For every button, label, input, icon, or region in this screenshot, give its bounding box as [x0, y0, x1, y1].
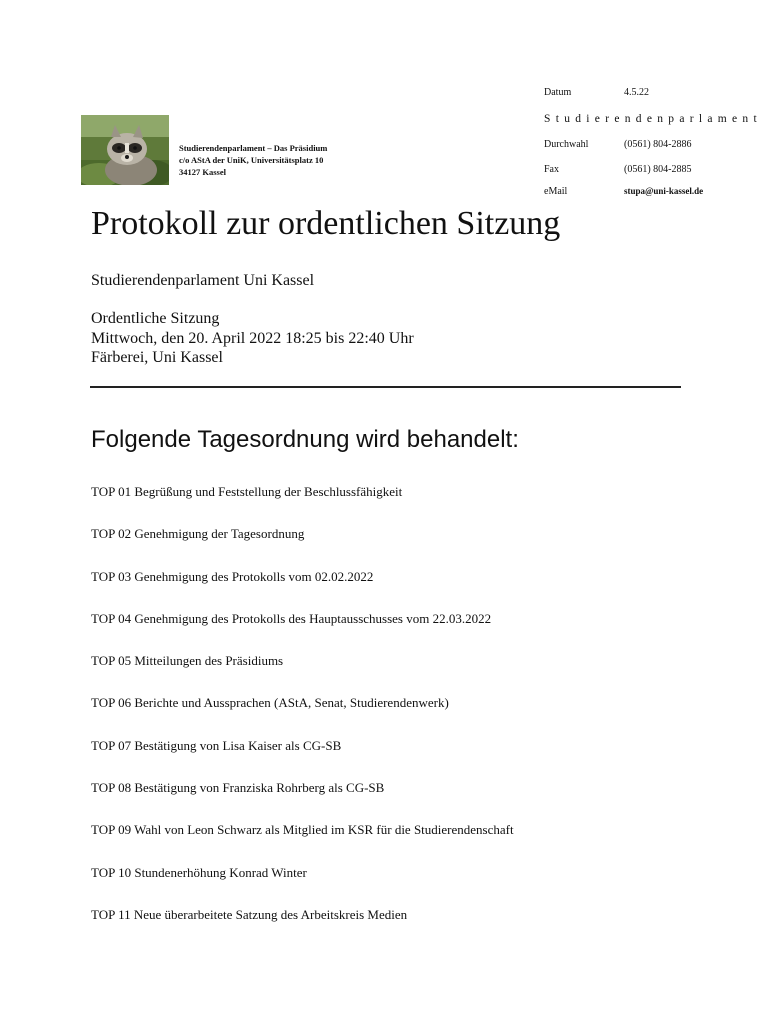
agenda-item: TOP 10 Stundenerhöhung Konrad Winter: [91, 864, 307, 880]
agenda-item: TOP 06 Berichte und Aussprachen (AStA, Senat, Studierendenwerk): [91, 695, 449, 711]
address-line: Studierendenparlament – Das Präsidium: [179, 143, 328, 153]
email-label: eMail: [544, 186, 568, 197]
document-title: Protokoll zur ordentlichen Sitzung: [91, 205, 561, 242]
agenda-item: TOP 03 Genehmigung des Protokolls vom 02.02.2022: [91, 568, 374, 584]
durchwahl-label: Durchwahl: [544, 139, 589, 150]
datum-value: 4.5.22: [624, 87, 649, 98]
address-line: 34127 Kassel: [179, 167, 226, 177]
agenda-item: TOP 02 Genehmigung der Tagesordnung: [91, 526, 305, 542]
email-value: stupa@uni-kassel.de: [624, 186, 704, 196]
meeting-location: Färberei, Uni Kassel: [91, 349, 223, 366]
agenda-item: TOP 04 Genehmigung des Protokolls des Hauptausschusses vom 22.03.2022: [91, 610, 492, 626]
durchwahl-value: (0561) 804-2886: [624, 139, 692, 150]
meeting-type: Ordentliche Sitzung: [91, 310, 220, 327]
address-line: c/o AStA der UniK, Universitätsplatz 10: [179, 155, 324, 165]
agenda-item: TOP 01 Begrüßung und Feststellung der Beschlussfähigkeit: [91, 484, 403, 499]
raccoon-logo: [81, 115, 169, 185]
agenda-item: TOP 07 Bestätigung von Lisa Kaiser als CG-SB: [91, 737, 342, 753]
sender-address: [179, 142, 327, 178]
agenda-list: [91, 484, 514, 949]
agenda-heading: Folgende Tagesordnung wird behandelt:: [91, 426, 519, 453]
datum-label: Datum: [544, 87, 572, 98]
organization-name: Studierendenparlament: [544, 113, 762, 125]
agenda-item: TOP 08 Bestätigung von Franziska Rohrberg als CG-SB: [91, 780, 385, 796]
agenda-item: TOP 09 Wahl von Leon Schwarz als Mitglied im KSR für die Studierendenschaft: [91, 822, 514, 838]
fax-value: (0561) 804-2885: [624, 164, 692, 175]
agenda-item: TOP 11 Neue überarbeitete Satzung des Arbeitskreis Medien: [91, 906, 408, 922]
meeting-date: Mittwoch, den 20. April 2022 18:25 bis 22:40 Uhr: [91, 329, 414, 347]
document-subtitle: Studierendenparlament Uni Kassel: [91, 272, 315, 289]
fax-label: Fax: [544, 164, 559, 175]
agenda-item: TOP 05 Mitteilungen des Präsidiums: [91, 653, 284, 669]
horizontal-divider: [90, 386, 681, 388]
meeting-details: [91, 309, 414, 368]
